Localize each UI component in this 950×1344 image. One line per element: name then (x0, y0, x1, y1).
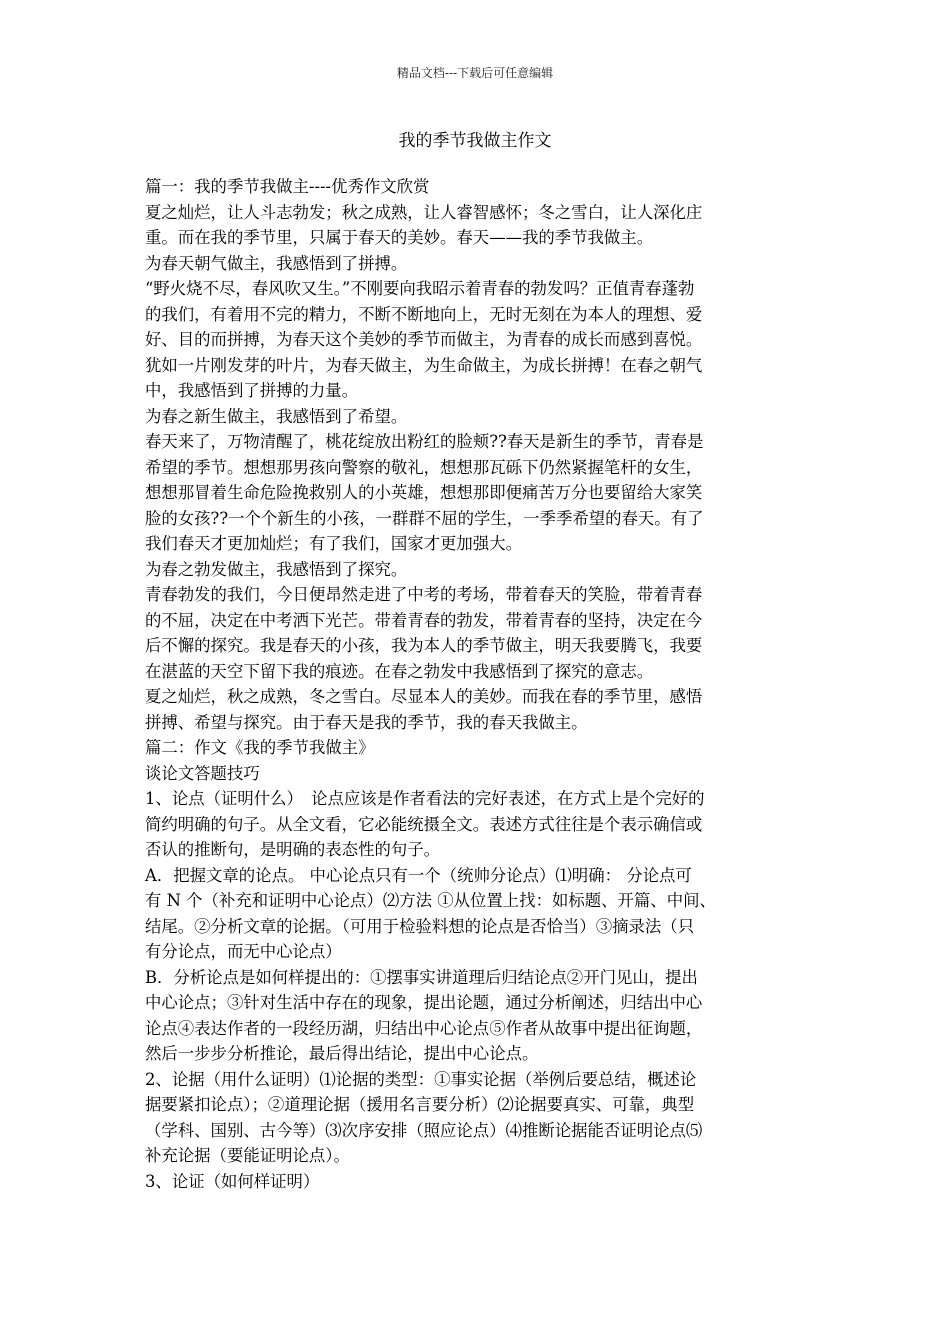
text-line: 青春勃发的我们，今日便昂然走进了中考的考场，带着春天的笑脸，带着青春 (145, 585, 703, 604)
document-title: 我的季节我做主作文 (398, 131, 552, 151)
text-line: 重。而在我的季节里，只属于春天的美妙。春天——我的季节我做主。 (145, 228, 654, 247)
text-line: 谈论文答题技巧 (145, 763, 260, 783)
text-line: “野火烧不尽，春风吹又生。”不刚要向我昭示着青春的勃发吗？正值青春蓬勃 (145, 279, 695, 298)
text-line: 拼搏、希望与探究。由于春天是我的季节，我的春天我做主。 (145, 712, 588, 732)
text-line: 简约明确的句子。从全文看，它必能统摄全文。表述方式往往是个表示确信或 (145, 814, 703, 834)
text-line: 脸的女孩??一个个新生的小孩，一群群不屈的学生，一季季希望的春天。有了 (145, 508, 704, 528)
text-line: 为春之新生做主，我感悟到了希望。 (145, 406, 408, 426)
text-line: B．分析论点是如何样提出的：①摆事实讲道理后归结论点②开门见山，提出 (145, 967, 698, 987)
text-line: 春天来了，万物清醒了，桃花绽放出粉红的脸颊??春天是新生的季节，青春是 (145, 432, 704, 451)
text-line: 2、论据（用什么证明）⑴论据的类型：①事实论据（举例后要总结，概述论 (145, 1069, 697, 1089)
text-line: 1、论点（证明什么） 论点应该是作者看法的完好表述，在方式上是个完好的 (145, 789, 705, 808)
text-line: 为春天朝气做主，我感悟到了拼搏。 (145, 253, 408, 273)
text-line: 的不屈，决定在中考洒下光芒。带着青春的勃发，带着青春的坚持，决定在今 (145, 610, 703, 630)
text-line: 希望的季节。想想那男孩向警察的敬礼，想想那瓦砾下仍然紧握笔杆的女生， (145, 457, 703, 477)
text-line: 篇二：作文《我的季节我做主》 (145, 738, 375, 757)
text-line: 有分论点，而无中心论点） (145, 942, 342, 961)
text-line: 有 N 个（补充和证明中心论点）⑵方法 ①从位置上找：如标题、开篇、中间、 (145, 891, 716, 910)
text-line: 的我们，有着用不完的精力，不断不断地向上，无时无刻在为本人的理想、爱 (145, 304, 703, 324)
text-line: A．把握文章的论点。 中心论点只有一个（统帅分论点）⑴明确： 分论点可 (145, 865, 692, 885)
text-line: 想想那冒着生命危险挽救别人的小英雄，想想那即便痛苦万分也要留给大家笑 (145, 483, 703, 502)
text-line: （学科、国别、古今等）⑶次序安排（照应论点）⑷推断论据能否证明论点⑸ (145, 1120, 703, 1140)
text-line: 好、目的而拼搏，为春天这个美妙的季节而做主，为青春的成长而感到喜悦。 (145, 330, 703, 349)
page-header: 精品文档---下载后可任意编辑 (396, 66, 554, 80)
text-line: 据要紧扣论点）；②道理论据（援用名言要分析）⑵论据要真实、可靠，典型 (145, 1095, 695, 1114)
text-line: 后不懈的探究。我是春天的小孩，我为本人的季节做主，明天我要腾飞，我要 (145, 636, 703, 655)
text-line: 中心论点；③针对生活中存在的现象，提出论题，通过分析阐述，归结出中心 (145, 993, 703, 1012)
text-line: 论点④表达作者的一段经历湖，归结出中心论点⑤作者从故事中提出征询题， (145, 1018, 703, 1038)
document-body (145, 174, 805, 1194)
text-line: 为春之勃发做主，我感悟到了探究。 (145, 559, 408, 579)
text-line: 篇一：我的季节我做主----优秀作文欣赏 (145, 177, 430, 196)
text-line: 我们春天才更加灿烂；有了我们，国家才更加强大。 (145, 534, 522, 553)
text-line: 夏之灿烂，秋之成熟，冬之雪白。尽显本人的美妙。而我在春的季节里，感悟 (145, 687, 703, 706)
text-line: 否认的推断句，是明确的表态性的句子。 (145, 840, 441, 859)
text-line: 补充论据（要能证明论点）。 (145, 1146, 350, 1165)
text-line: 然后一步步分析推论，最后得出结论，提出中心论点。 (145, 1044, 539, 1063)
text-line: 犹如一片刚发芽的叶片，为春天做主，为生命做主，为成长拼搏！在春之朝气 (145, 355, 703, 375)
text-line: 夏之灿烂，让人斗志勃发；秋之成熟，让人睿智感怀；冬之雪白，让人深化庄 (145, 202, 703, 222)
text-line: 中，我感悟到了拼搏的力量。 (145, 381, 359, 400)
text-line: 结尾。②分析文章的论据。（可用于检验料想的论点是否恰当）③摘录法（只 (145, 916, 695, 936)
text-line: 在湛蓝的天空下留下我的痕迹。在春之勃发中我感悟到了探究的意志。 (145, 661, 654, 681)
text-line: 3、论证（如何样证明） (145, 1171, 320, 1191)
